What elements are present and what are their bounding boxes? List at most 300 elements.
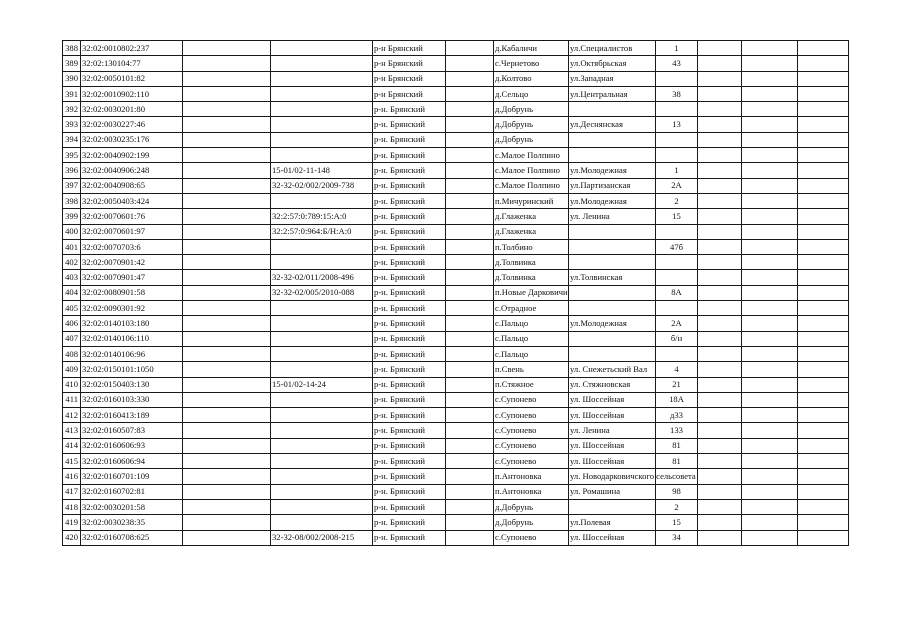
empty-cell xyxy=(446,56,494,71)
empty-cell xyxy=(446,270,494,285)
empty-cell xyxy=(742,178,798,193)
registration-number-cell xyxy=(271,469,373,484)
table-row xyxy=(63,239,849,254)
locality-cell: д.Глаженка xyxy=(494,224,569,239)
empty-cell xyxy=(698,454,742,469)
empty-cell xyxy=(798,454,849,469)
empty-cell xyxy=(742,270,798,285)
table-row xyxy=(63,484,849,499)
empty-cell xyxy=(183,178,271,193)
empty-cell xyxy=(446,178,494,193)
registration-number-cell xyxy=(271,392,373,407)
cadastral-number-cell: 32:02:0090301:92 xyxy=(81,301,183,316)
empty-cell xyxy=(742,515,798,530)
empty-cell xyxy=(698,469,742,484)
row-number-cell: 405 xyxy=(63,301,81,316)
empty-cell xyxy=(183,408,271,423)
registration-number-cell xyxy=(271,316,373,331)
house-number-cell: 81 xyxy=(656,438,698,453)
table-row xyxy=(63,285,849,300)
house-number-cell xyxy=(656,102,698,117)
row-number-cell: 397 xyxy=(63,178,81,193)
street-cell: ул.Молодежная xyxy=(569,316,656,331)
empty-cell xyxy=(698,392,742,407)
empty-cell xyxy=(798,102,849,117)
empty-cell xyxy=(798,117,849,132)
empty-cell xyxy=(183,255,271,270)
registration-number-cell: 32:2:57:0:789:15:А:0 xyxy=(271,209,373,224)
empty-cell xyxy=(742,132,798,147)
empty-cell xyxy=(698,499,742,514)
cadastral-number-cell: 32:02:0030235:176 xyxy=(81,132,183,147)
table-row xyxy=(63,132,849,147)
row-number-cell: 419 xyxy=(63,515,81,530)
district-cell: р-н. Брянский xyxy=(373,209,446,224)
street-cell: ул. Шоссейная xyxy=(569,408,656,423)
house-number-cell: 15 xyxy=(656,515,698,530)
empty-cell xyxy=(742,438,798,453)
district-cell: р-н. Брянский xyxy=(373,331,446,346)
district-cell: р-н. Брянский xyxy=(373,148,446,163)
empty-cell xyxy=(183,423,271,438)
empty-cell xyxy=(798,423,849,438)
street-cell: ул.Специалистов xyxy=(569,41,656,56)
district-cell: р-н. Брянский xyxy=(373,117,446,132)
street-cell xyxy=(569,346,656,361)
empty-cell xyxy=(742,499,798,514)
locality-cell: п.Новые Дарковичи xyxy=(494,285,569,300)
empty-cell xyxy=(742,86,798,101)
empty-cell xyxy=(446,408,494,423)
locality-cell: д.Добрунь xyxy=(494,499,569,514)
locality-cell: с.Малое Полпино xyxy=(494,148,569,163)
empty-cell xyxy=(798,178,849,193)
cadastral-number-cell: 32:02:0050403:424 xyxy=(81,193,183,208)
house-number-cell: 4 xyxy=(656,362,698,377)
cadastral-number-cell: 32:02:0050101:82 xyxy=(81,71,183,86)
row-number-cell: 396 xyxy=(63,163,81,178)
row-number-cell: 389 xyxy=(63,56,81,71)
cadastral-number-cell: 32:02:0030201:58 xyxy=(81,499,183,514)
table-row xyxy=(63,469,849,484)
empty-cell xyxy=(798,530,849,545)
empty-cell xyxy=(698,255,742,270)
empty-cell xyxy=(698,301,742,316)
table-row xyxy=(63,408,849,423)
locality-cell: с.Супонево xyxy=(494,423,569,438)
empty-cell xyxy=(742,224,798,239)
empty-cell xyxy=(698,178,742,193)
empty-cell xyxy=(183,331,271,346)
locality-cell: п.Толбино xyxy=(494,239,569,254)
table-row xyxy=(63,209,849,224)
empty-cell xyxy=(798,362,849,377)
street-cell: ул. Новодарковичского сельсовета xyxy=(569,469,656,484)
empty-cell xyxy=(698,132,742,147)
locality-cell: с.Супонево xyxy=(494,454,569,469)
locality-cell: с.Супонево xyxy=(494,530,569,545)
row-number-cell: 400 xyxy=(63,224,81,239)
row-number-cell: 406 xyxy=(63,316,81,331)
street-cell: ул. Шоссейная xyxy=(569,438,656,453)
district-cell: р-н. Брянский xyxy=(373,530,446,545)
cadastral-number-cell: 32:02:0030238:35 xyxy=(81,515,183,530)
registration-number-cell xyxy=(271,193,373,208)
row-number-cell: 404 xyxy=(63,285,81,300)
locality-cell: д.Добрунь xyxy=(494,132,569,147)
row-number-cell: 403 xyxy=(63,270,81,285)
house-number-cell: 8А xyxy=(656,285,698,300)
empty-cell xyxy=(446,132,494,147)
street-cell: ул. Ленина xyxy=(569,209,656,224)
locality-cell: с.Пальцо xyxy=(494,331,569,346)
row-number-cell: 407 xyxy=(63,331,81,346)
empty-cell xyxy=(183,270,271,285)
empty-cell xyxy=(742,362,798,377)
empty-cell xyxy=(742,56,798,71)
empty-cell xyxy=(698,484,742,499)
district-cell: р-н. Брянский xyxy=(373,224,446,239)
row-number-cell: 395 xyxy=(63,148,81,163)
empty-cell xyxy=(798,301,849,316)
house-number-cell: д33 xyxy=(656,408,698,423)
street-cell: ул. Шоссейная xyxy=(569,530,656,545)
street-cell xyxy=(569,499,656,514)
street-cell: ул. Ромашина xyxy=(569,484,656,499)
registration-number-cell: 32-32-02/005/2010-088 xyxy=(271,285,373,300)
empty-cell xyxy=(446,71,494,86)
row-number-cell: 420 xyxy=(63,530,81,545)
empty-cell xyxy=(183,209,271,224)
row-number-cell: 408 xyxy=(63,346,81,361)
empty-cell xyxy=(446,377,494,392)
district-cell: р-н. Брянский xyxy=(373,469,446,484)
row-number-cell: 411 xyxy=(63,392,81,407)
house-number-cell xyxy=(656,346,698,361)
district-cell: р-н. Брянский xyxy=(373,515,446,530)
cadastral-number-cell: 32:02:0160606:94 xyxy=(81,454,183,469)
street-cell: ул.Молодежная xyxy=(569,163,656,178)
house-number-cell xyxy=(656,71,698,86)
street-cell xyxy=(569,102,656,117)
cadastral-number-cell: 32:02:0010902:110 xyxy=(81,86,183,101)
empty-cell xyxy=(698,209,742,224)
registration-number-cell xyxy=(271,132,373,147)
row-number-cell: 410 xyxy=(63,377,81,392)
empty-cell xyxy=(698,408,742,423)
street-cell: ул. Ленина xyxy=(569,423,656,438)
empty-cell xyxy=(742,71,798,86)
table-row xyxy=(63,56,849,71)
cadastral-number-cell: 32:02:0160606:93 xyxy=(81,438,183,453)
empty-cell xyxy=(446,530,494,545)
registration-number-cell xyxy=(271,346,373,361)
empty-cell xyxy=(446,438,494,453)
locality-cell: с.Пальцо xyxy=(494,316,569,331)
district-cell: р-н. Брянский xyxy=(373,163,446,178)
empty-cell xyxy=(183,163,271,178)
empty-cell xyxy=(183,239,271,254)
register-table xyxy=(62,40,849,546)
empty-cell xyxy=(698,71,742,86)
cadastral-number-cell: 32:02:0150403:130 xyxy=(81,377,183,392)
empty-cell xyxy=(698,331,742,346)
house-number-cell: 15 xyxy=(656,209,698,224)
locality-cell: с.Чернетово xyxy=(494,56,569,71)
house-number-cell: 2 xyxy=(656,499,698,514)
cadastral-number-cell: 32:02:0040908:65 xyxy=(81,178,183,193)
empty-cell xyxy=(698,224,742,239)
empty-cell xyxy=(446,209,494,224)
house-number-cell xyxy=(656,224,698,239)
empty-cell xyxy=(698,362,742,377)
cadastral-number-cell: 32:02:0010802:237 xyxy=(81,41,183,56)
house-number-cell xyxy=(656,132,698,147)
empty-cell xyxy=(183,193,271,208)
cadastral-number-cell: 32:02:0150101:1050 xyxy=(81,362,183,377)
house-number-cell: 81 xyxy=(656,454,698,469)
street-cell xyxy=(569,285,656,300)
registration-number-cell xyxy=(271,86,373,101)
table-row xyxy=(63,41,849,56)
house-number-cell: 21 xyxy=(656,377,698,392)
district-cell: р-н. Брянский xyxy=(373,362,446,377)
row-number-cell: 417 xyxy=(63,484,81,499)
empty-cell xyxy=(698,530,742,545)
locality-cell: с.Малое Полпино xyxy=(494,163,569,178)
locality-cell: с.Супонево xyxy=(494,392,569,407)
empty-cell xyxy=(446,102,494,117)
house-number-cell: 38 xyxy=(656,86,698,101)
district-cell: р-н. Брянский xyxy=(373,484,446,499)
empty-cell xyxy=(183,484,271,499)
empty-cell xyxy=(183,117,271,132)
empty-cell xyxy=(798,484,849,499)
locality-cell: д.Сельцо xyxy=(494,86,569,101)
empty-cell xyxy=(698,515,742,530)
table-row xyxy=(63,86,849,101)
table-row xyxy=(63,117,849,132)
street-cell: ул.Партизанская xyxy=(569,178,656,193)
empty-cell xyxy=(446,469,494,484)
table-body xyxy=(63,41,849,546)
street-cell xyxy=(569,301,656,316)
empty-cell xyxy=(446,346,494,361)
house-number-cell: 133 xyxy=(656,423,698,438)
district-cell: р-н. Брянский xyxy=(373,377,446,392)
locality-cell: д.Добрунь xyxy=(494,515,569,530)
empty-cell xyxy=(446,484,494,499)
house-number-cell: б/н xyxy=(656,331,698,346)
district-cell: р-н. Брянский xyxy=(373,178,446,193)
district-cell: р-н Брянский xyxy=(373,41,446,56)
empty-cell xyxy=(742,193,798,208)
row-number-cell: 414 xyxy=(63,438,81,453)
empty-cell xyxy=(183,377,271,392)
registration-number-cell: 32-32-02/011/2008-496 xyxy=(271,270,373,285)
district-cell: р-н. Брянский xyxy=(373,301,446,316)
empty-cell xyxy=(742,239,798,254)
district-cell: р-н Брянский xyxy=(373,71,446,86)
locality-cell: д.Толвинка xyxy=(494,270,569,285)
street-cell: ул.Октябрьская xyxy=(569,56,656,71)
empty-cell xyxy=(446,41,494,56)
locality-cell: с.Пальцо xyxy=(494,346,569,361)
empty-cell xyxy=(183,148,271,163)
cadastral-number-cell: 32:02:0160413:189 xyxy=(81,408,183,423)
table-row xyxy=(63,499,849,514)
street-cell xyxy=(569,148,656,163)
registration-number-cell xyxy=(271,454,373,469)
locality-cell: д.Толвинка xyxy=(494,255,569,270)
registration-number-cell xyxy=(271,362,373,377)
empty-cell xyxy=(742,530,798,545)
empty-cell xyxy=(798,438,849,453)
locality-cell: п.Антоновка xyxy=(494,484,569,499)
registration-number-cell: 32-32-02/002/2009-738 xyxy=(271,178,373,193)
house-number-cell: 1 xyxy=(656,163,698,178)
registration-number-cell xyxy=(271,408,373,423)
empty-cell xyxy=(742,469,798,484)
empty-cell xyxy=(698,41,742,56)
registration-number-cell: 15-01/02-14-24 xyxy=(271,377,373,392)
empty-cell xyxy=(446,255,494,270)
table-row xyxy=(63,178,849,193)
empty-cell xyxy=(798,346,849,361)
empty-cell xyxy=(798,71,849,86)
empty-cell xyxy=(183,132,271,147)
empty-cell xyxy=(742,392,798,407)
empty-cell xyxy=(798,239,849,254)
empty-cell xyxy=(446,392,494,407)
row-number-cell: 412 xyxy=(63,408,81,423)
empty-cell xyxy=(698,316,742,331)
table-row xyxy=(63,530,849,545)
empty-cell xyxy=(183,438,271,453)
district-cell: р-н Брянский xyxy=(373,86,446,101)
empty-cell xyxy=(446,285,494,300)
street-cell: ул.Полевая xyxy=(569,515,656,530)
empty-cell xyxy=(742,117,798,132)
table-row xyxy=(63,71,849,86)
district-cell: р-н. Брянский xyxy=(373,346,446,361)
street-cell xyxy=(569,239,656,254)
row-number-cell: 398 xyxy=(63,193,81,208)
locality-cell: с.Супонево xyxy=(494,408,569,423)
house-number-cell: 2А xyxy=(656,178,698,193)
empty-cell xyxy=(798,270,849,285)
row-number-cell: 415 xyxy=(63,454,81,469)
empty-cell xyxy=(446,163,494,178)
empty-cell xyxy=(446,423,494,438)
empty-cell xyxy=(698,270,742,285)
street-cell xyxy=(569,132,656,147)
registration-number-cell xyxy=(271,117,373,132)
row-number-cell: 416 xyxy=(63,469,81,484)
district-cell: р-н. Брянский xyxy=(373,392,446,407)
district-cell: р-н. Брянский xyxy=(373,239,446,254)
locality-cell: с.Супонево xyxy=(494,438,569,453)
empty-cell xyxy=(798,56,849,71)
cadastral-number-cell: 32:02:0140106:96 xyxy=(81,346,183,361)
row-number-cell: 409 xyxy=(63,362,81,377)
registration-number-cell: 15-01/02-11-148 xyxy=(271,163,373,178)
registration-number-cell xyxy=(271,499,373,514)
table-row xyxy=(63,346,849,361)
registration-number-cell xyxy=(271,515,373,530)
empty-cell xyxy=(798,224,849,239)
table-row xyxy=(63,515,849,530)
empty-cell xyxy=(698,239,742,254)
empty-cell xyxy=(446,148,494,163)
locality-cell: п.Антоновка xyxy=(494,469,569,484)
empty-cell xyxy=(742,255,798,270)
district-cell: р-н. Брянский xyxy=(373,316,446,331)
empty-cell xyxy=(446,331,494,346)
empty-cell xyxy=(798,193,849,208)
locality-cell: д.Глаженка xyxy=(494,209,569,224)
table-row xyxy=(63,438,849,453)
empty-cell xyxy=(798,408,849,423)
empty-cell xyxy=(183,56,271,71)
empty-cell xyxy=(798,316,849,331)
table-row xyxy=(63,331,849,346)
registration-number-cell xyxy=(271,438,373,453)
house-number-cell: 1 xyxy=(656,41,698,56)
district-cell: р-н Брянский xyxy=(373,56,446,71)
street-cell xyxy=(569,331,656,346)
registration-number-cell xyxy=(271,71,373,86)
empty-cell xyxy=(798,209,849,224)
table-row xyxy=(63,255,849,270)
district-cell: р-н. Брянский xyxy=(373,408,446,423)
empty-cell xyxy=(798,499,849,514)
cadastral-number-cell: 32:02:0140106:110 xyxy=(81,331,183,346)
house-number-cell: 2А xyxy=(656,316,698,331)
empty-cell xyxy=(742,163,798,178)
house-number-cell: 47б xyxy=(656,239,698,254)
table-row xyxy=(63,148,849,163)
empty-cell xyxy=(742,301,798,316)
empty-cell xyxy=(798,377,849,392)
empty-cell xyxy=(183,316,271,331)
cadastral-number-cell: 32:02:0070901:42 xyxy=(81,255,183,270)
house-number-cell: 43 xyxy=(656,56,698,71)
empty-cell xyxy=(446,316,494,331)
cadastral-number-cell: 32:02:0140103:180 xyxy=(81,316,183,331)
locality-cell: п.Стяжное xyxy=(494,377,569,392)
empty-cell xyxy=(698,86,742,101)
cadastral-number-cell: 32:02:0030201:80 xyxy=(81,102,183,117)
table-row xyxy=(63,163,849,178)
locality-cell: с.Малое Полпино xyxy=(494,178,569,193)
registration-number-cell xyxy=(271,56,373,71)
empty-cell xyxy=(446,499,494,514)
cadastral-number-cell: 32:02:0080901:58 xyxy=(81,285,183,300)
street-cell: ул.Деснянская xyxy=(569,117,656,132)
empty-cell xyxy=(183,86,271,101)
empty-cell xyxy=(798,41,849,56)
empty-cell xyxy=(698,346,742,361)
house-number-cell: 2 xyxy=(656,193,698,208)
registration-number-cell xyxy=(271,239,373,254)
table-row xyxy=(63,193,849,208)
empty-cell xyxy=(698,438,742,453)
empty-cell xyxy=(183,392,271,407)
registration-number-cell xyxy=(271,331,373,346)
cadastral-number-cell: 32:02:0030227:46 xyxy=(81,117,183,132)
table-row xyxy=(63,316,849,331)
